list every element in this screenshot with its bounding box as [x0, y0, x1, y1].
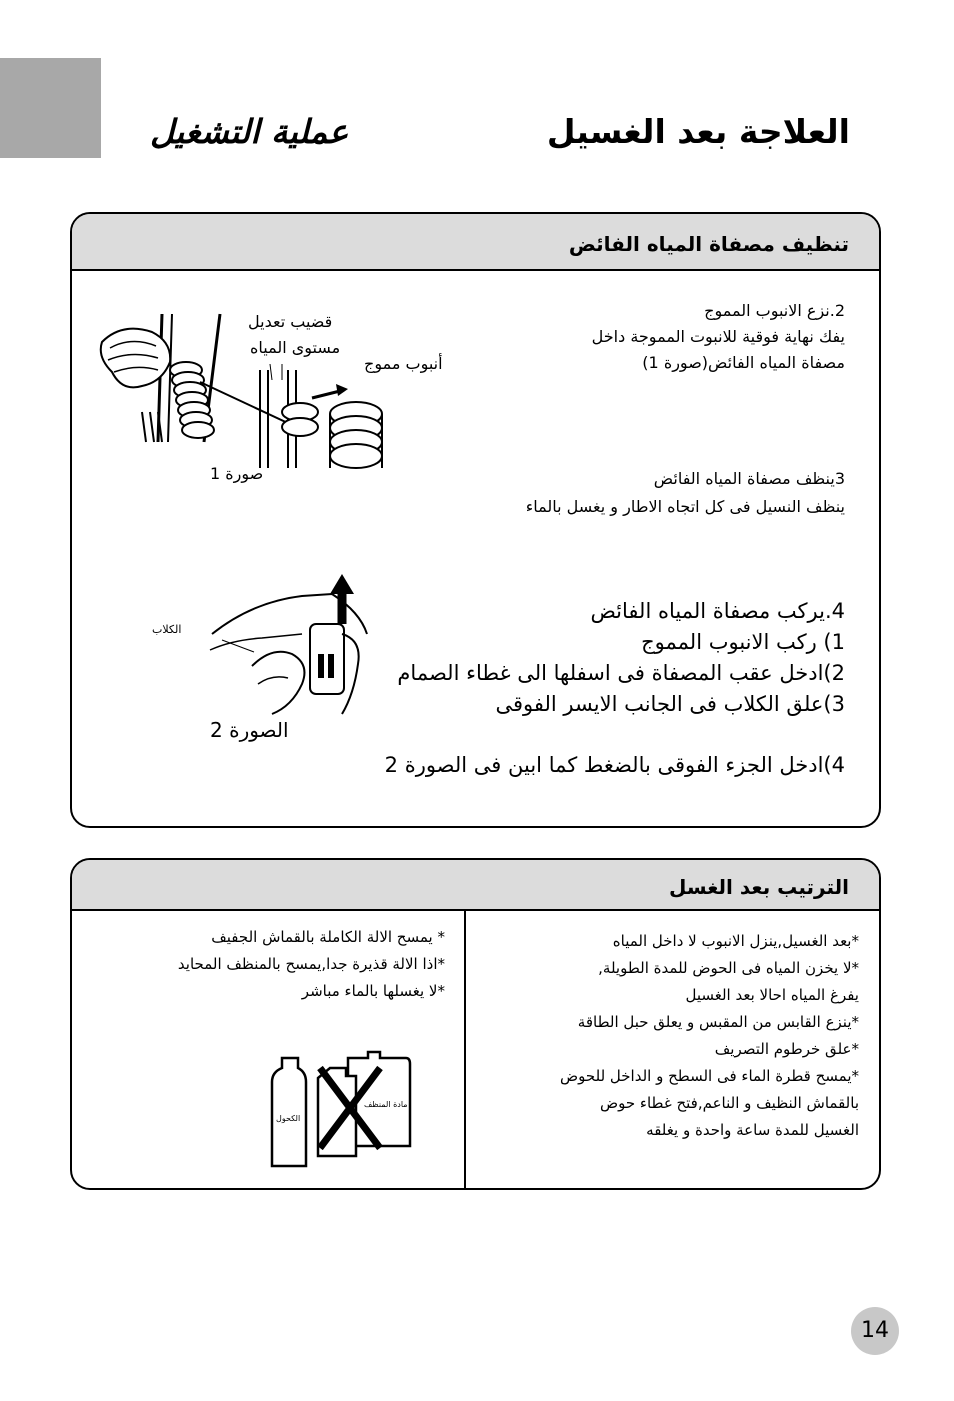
step2-line2: يفك نهاية فوقية للانبوت المموجة داخل: [591, 327, 845, 346]
right-column-notes: [560, 928, 859, 1144]
step3-line2: ينظف النسيل فى كل اتجاه الاطار و يغسل بالماء: [525, 497, 845, 516]
step3-line1: 3ينظف مصفاة المياه الفائض: [653, 469, 845, 488]
label-water-level: مستوى المياه: [250, 338, 341, 357]
label-adjust-rod: قضيب تعديل: [248, 312, 333, 331]
step2-line1: 2.نزع الانبوب المموج: [704, 301, 845, 320]
filter-installation-illustration: [192, 574, 372, 724]
list-item: بالقماش النظيف و الناعم,فتح غطاء حوض: [599, 1094, 859, 1112]
page-title: العلاجة بعد الغسيل: [546, 112, 850, 151]
label-corrugated-hose: أنبوب مموج: [364, 354, 443, 373]
step4-line5: 4)ادخل الجزء الفوقى بالضغط كما ابين فى الصورة 2: [384, 753, 845, 777]
figure1-caption: صورة 1: [210, 464, 264, 483]
section-title: الترتيب بعد الغسل: [72, 860, 879, 911]
step2-line3: مصفاة المياه الفائض(صورة 1): [642, 353, 845, 372]
no-alcohol-detergent-icon: [268, 1046, 414, 1172]
list-item: *يمسح قطرة الماء فى السطح و الداخل للحوض: [560, 1067, 859, 1085]
label-hook: الكلاب: [152, 623, 182, 636]
section-title: تنظيف مصفاة المياه الفائض: [72, 214, 879, 271]
list-item: يفرغ المياه احالا بعد الغسيل: [685, 986, 859, 1004]
step4-line2: 1) ركب الانبوب المموج: [641, 630, 845, 654]
list-item: *علق خرطوم التصريف: [714, 1040, 859, 1058]
step4-line3: 2)ادخل عقب المصفاة فى اسفلها الى غطاء الصمام: [397, 661, 845, 685]
list-item: *ينزع القابس من المقبس و يعلق حبل الطاقة: [577, 1013, 859, 1031]
list-item: *لا يغسلها بالماء مباشر: [301, 982, 445, 1000]
left-column-notes: [178, 924, 445, 1005]
figure2-caption: الصورة 2: [210, 718, 289, 742]
chapter-tab-marker: [0, 58, 101, 158]
step4-line1: 4.يركب مصفاة المياه الفائض: [590, 599, 845, 623]
filter-cleaning-panel: [70, 212, 881, 828]
list-item: *اذا الالة قذيرة جدا,يمسح بالمنظف المحايد: [177, 955, 445, 973]
list-item: الغسيل للمدة ساعة واحدة و يغلقه: [646, 1121, 859, 1139]
list-item: *بعد الغسيل,ينزل الانبوب لا داخل المياه: [612, 932, 859, 950]
chapter-title: عملية التشغيل: [150, 112, 349, 151]
column-divider: [464, 910, 466, 1190]
page-number: 14: [851, 1307, 899, 1355]
after-wash-arrangement-panel: [70, 858, 881, 1190]
bottle-label-alcohol: الكحول: [276, 1114, 301, 1123]
step4-line4: 3)علق الكلاب فى الجانب الايسر الفوقى: [495, 692, 845, 716]
list-item: *لا يخزن المياه فى الحوض للمدة الطويلة,: [598, 959, 859, 977]
list-item: * يمسح الالة الكاملة بالقماش الجفيف: [211, 928, 445, 946]
bottle-label-detergent: مادة المنظف: [364, 1100, 408, 1109]
